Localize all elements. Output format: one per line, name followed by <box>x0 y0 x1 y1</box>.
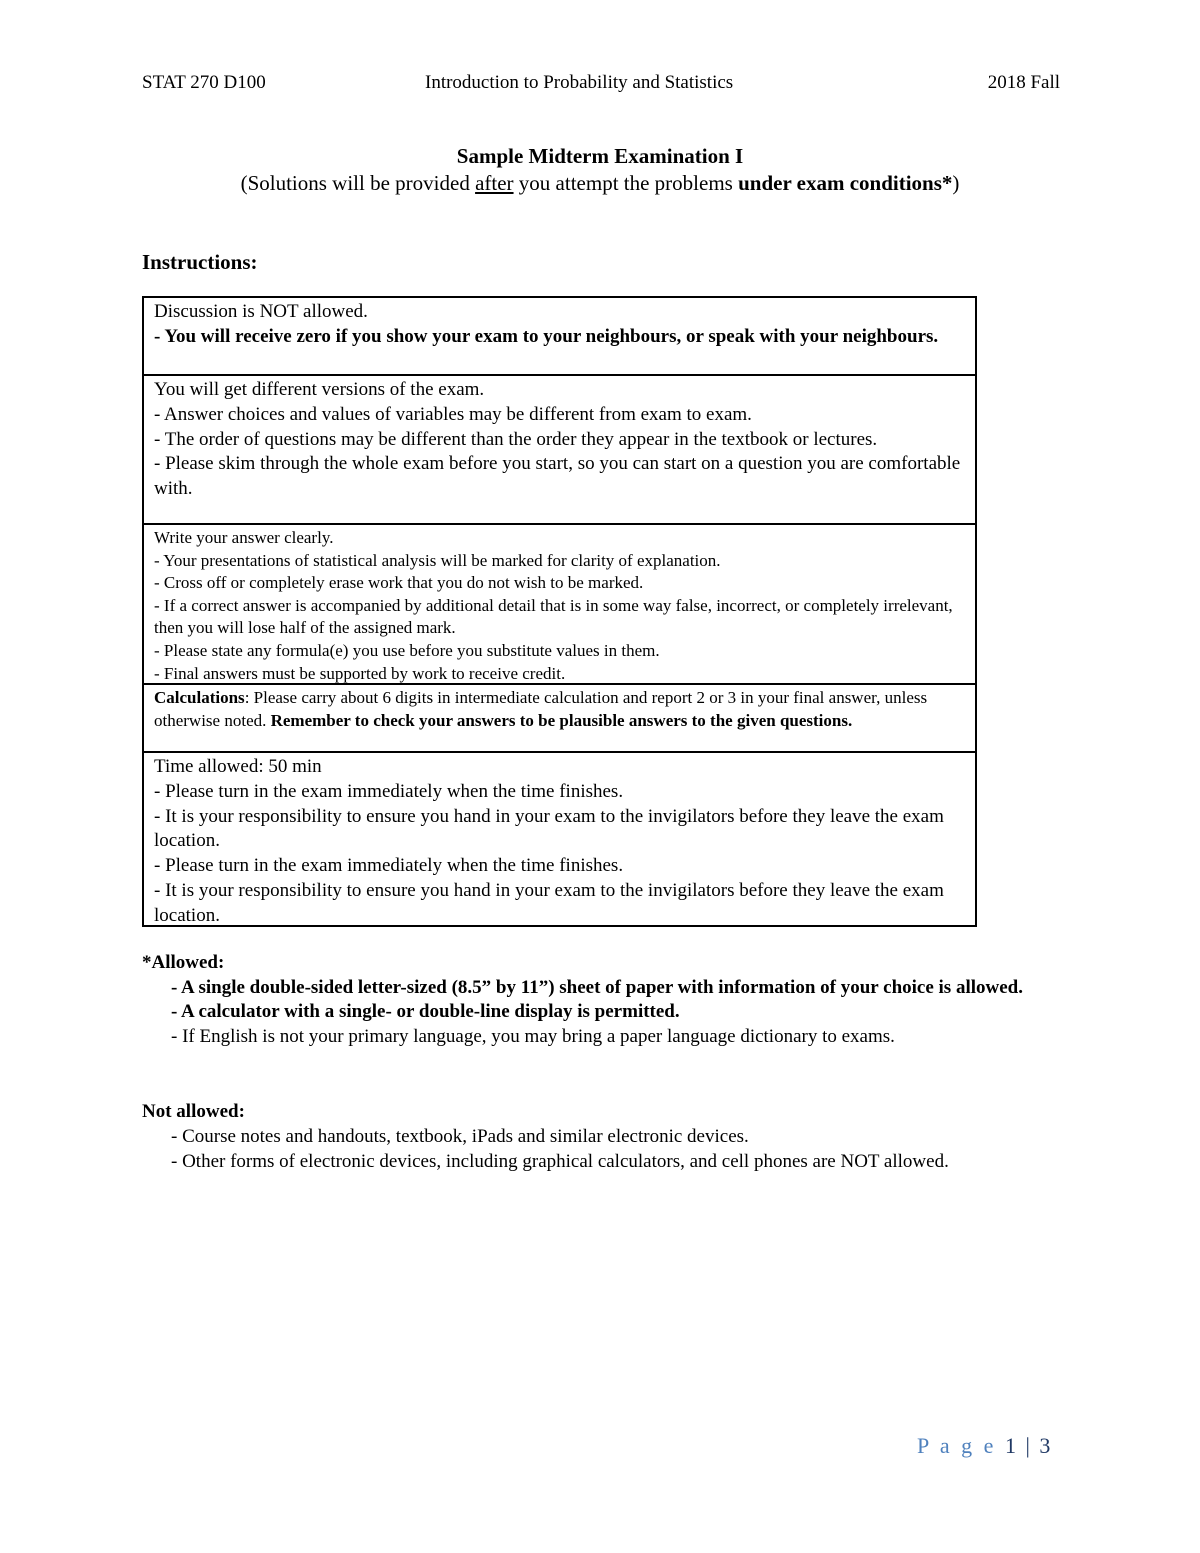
clarity-line: - Your presentations of statistical analysis will be marked for clarity of explanation. <box>154 550 721 570</box>
clarity-line: - If a correct answer is accompanied by additional detail that is in some way false, incorrect, or completely irrelevant, then you will lose half of the assigned mark. <box>154 595 953 638</box>
not-allowed-section <box>142 1099 1072 1174</box>
clarity-line: - Final answers must be supported by work to receive credit. <box>154 663 566 683</box>
discussion-warning: - You will receive zero if you show your exam to your neighbours, or speak with your neighbours. <box>154 325 939 347</box>
course-code: STAT 270 D100 <box>142 72 266 93</box>
page-header <box>142 72 1060 98</box>
discussion-cell <box>144 298 975 374</box>
time-line: Time allowed: 50 min <box>154 756 322 777</box>
instructions-table <box>142 296 977 927</box>
term: 2018 Fall <box>987 72 1060 93</box>
not-allowed-item: - Course notes and handouts, textbook, iPads and similar electronic devices. <box>171 1126 749 1147</box>
versions-line: - The order of questions may be different than the order they appear in the textbook or lectures. <box>154 428 878 450</box>
not-allowed-heading: Not allowed: <box>142 1101 245 1122</box>
page-number: 1 | 3 <box>1004 1433 1053 1458</box>
time-line: - It is your responsibility to ensure you hand in your exam to the invigilators before they leave the exam location. <box>154 805 944 852</box>
calculations-reminder: Remember to check your answers to be plausible answers to the given questions. <box>270 710 853 730</box>
versions-line: - Answer choices and values of variables may be different from exam to exam. <box>154 403 752 425</box>
not-allowed-item: - Other forms of electronic devices, including graphical calculators, and cell phones are NOT allowed. <box>171 1151 949 1172</box>
subtitle-part3: ) <box>952 171 960 195</box>
allowed-item: - A single double-sided letter-sized (8.5” by 11”) sheet of paper with information of your choice is allowed. <box>171 976 1023 998</box>
versions-line: - Please skim through the whole exam before you start, so you can start on a question you are comfortable with. <box>154 453 961 500</box>
allowed-item: - A calculator with a single- or double-line display is permitted. <box>171 1001 680 1023</box>
instructions-heading: Instructions: <box>142 250 258 274</box>
versions-cell <box>144 374 975 523</box>
time-line: - It is your responsibility to ensure you hand in your exam to the invigilators before they leave the exam location. <box>154 879 944 925</box>
exam-title: Sample Midterm Examination I <box>456 144 744 168</box>
clarity-line: - Cross off or completely erase work that you do not wish to be marked. <box>154 573 644 593</box>
clarity-line: Write your answer clearly. <box>154 528 334 547</box>
subtitle-underlined: after <box>475 171 514 195</box>
page-footer <box>917 1433 1052 1459</box>
calculations-cell <box>144 683 975 751</box>
discussion-line: Discussion is NOT allowed. <box>154 301 368 322</box>
subtitle-part1: (Solutions will be provided <box>240 171 476 195</box>
exam-subtitle <box>0 170 1200 197</box>
time-line: - Please turn in the exam immediately when the time finishes. <box>154 780 624 802</box>
page-word: P a g e <box>917 1433 997 1458</box>
calculations-text: : Please carry about 6 digits in intermediate calculation and report 2 or 3 in your final answer, unless otherwise noted. <box>154 688 928 730</box>
time-cell <box>144 751 975 925</box>
time-line: - Please turn in the exam immediately when the time finishes. <box>154 855 624 877</box>
subtitle-bold: under exam conditions* <box>738 171 953 195</box>
clarity-line: - Please state any formula(e) you use before you substitute values in them. <box>154 640 660 660</box>
allowed-section <box>142 951 1072 1049</box>
course-title: Introduction to Probability and Statistics <box>425 72 734 93</box>
calculations-label: Calculations <box>154 688 245 707</box>
versions-line: You will get different versions of the exam. <box>154 379 485 400</box>
title-block <box>0 143 1200 197</box>
allowed-heading: *Allowed: <box>142 952 225 973</box>
allowed-item: - If English is not your primary language, you may bring a paper language dictionary to exams. <box>171 1025 895 1047</box>
subtitle-part2: you attempt the problems <box>513 171 739 195</box>
clarity-cell <box>144 523 975 683</box>
